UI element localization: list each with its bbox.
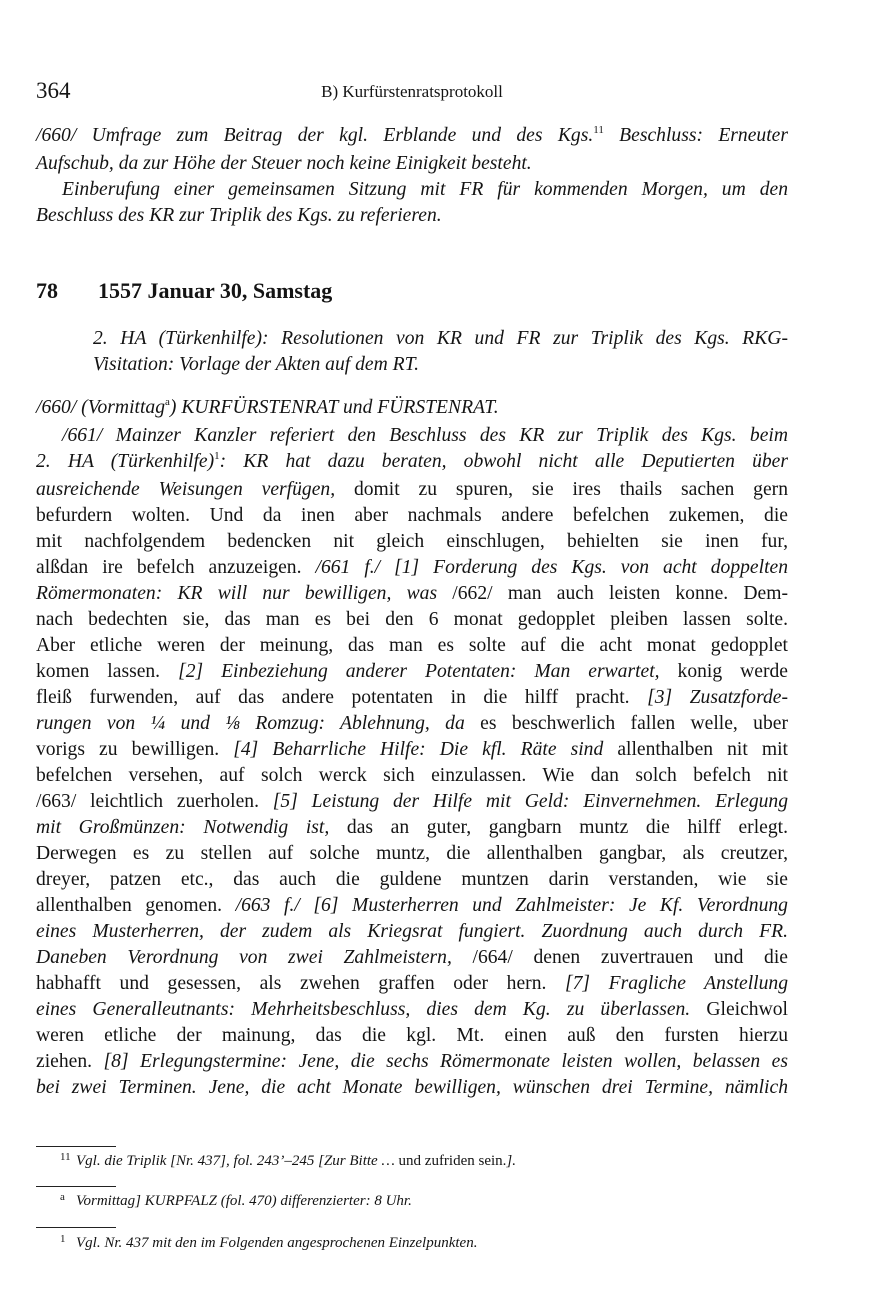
footnote-ref: 11 [593,124,604,136]
text-line: komen lassen. [2] Einbeziehung anderer Potentaten: Man erwartet, konig werde [36,661,788,682]
text-line: befelchen versehen, auf solch werck sich einzulassen. Wie dan solch befelch nit [36,765,788,786]
footnote-marker: a [60,1191,65,1203]
summary-line: Visitation: Vorlage der Akten auf dem RT. [93,354,419,375]
preceding-entry-block [36,123,788,229]
protocol-body [36,395,788,1101]
footnote-rule [36,1227,116,1228]
text-line: befurdern wolten. Und da inen aber nachmals andere befelchen zukemen, die [36,505,788,526]
entry-date: 1557 Januar 30, Samstag [98,278,333,303]
entry-number: 78 [36,278,58,303]
text-line: weren etliche der mainung, das die kgl. Mt. einen auß den fursten hierzu [36,1025,788,1046]
footnote-1: 1 Vgl. Nr. 437 mit den im Folgenden angesprochenen Einzelpunkten. [60,1233,790,1254]
text-line: bei zwei Terminen. Jene, die acht Monate bewilligen, wünschen drei Termine, nämlich [36,1077,788,1098]
text-line: Aber etliche weren der meinung, das man es solte auf die acht monat gedopplet [36,635,788,656]
text-line: alßdan ire befelch anzuzeigen. /661 f./ [1] Forderung des Kgs. von acht doppelten [36,557,789,578]
footnote-marker: 11 [60,1151,71,1163]
text-line: Einberufung einer gemeinsamen Sitzung mit FR für kommenden Morgen, um den [62,179,788,200]
text-line: eines Musterherren, der zudem als Kriegsrat fungiert. Zuordnung auch durch FR. [36,921,788,942]
session-heading: /660/ (Vormittag$^a$) KURFÜRSTENRAT und FÜRSTENRAT. [36,396,499,418]
text-line: /661/ Mainzer Kanzler referiert den Beschluss des KR zur Triplik des Kgs. beim [62,425,788,446]
running-title: B) Kurfürstenratsprotokoll [321,82,503,101]
footnote-marker: 1 [60,1233,66,1245]
text-line: Derwegen es zu stellen auf solche muntz, die allenthalben gangbar, als creutzer, [36,843,788,864]
entry-summary [93,326,788,378]
text-line: mit nachfolgendem bedencken nit gleich einschlugen, behielten sie inen fur, [36,531,788,552]
text-line: allenthalben genomen. /663 f./ [6] Musterherren und Zahlmeister: Je Kf. Verordnung [36,895,788,916]
summary-line: 2. HA (Türkenhilfe): Resolutionen von KR und FR zur Triplik des Kgs. RKG- [93,328,788,349]
footnote-11: 11 Vgl. die Triplik [Nr. 437], fol. 243’–245 [Zur Bitte … und zufriden sein.]. [60,1151,790,1172]
footnote-rule [36,1186,116,1187]
footnote-rule [36,1146,116,1147]
text-line: /660/ Umfrage zum Beitrag der kgl. Erblande und des Kgs.$^{11}$ Beschluss: Erneuter [36,124,788,146]
text-line: ziehen. [8] Erlegungstermine: Jene, die sechs Römermonate leisten wollen, belassen es [36,1051,788,1072]
text-line: eines Generalleutnants: Mehrheitsbeschluss, dies dem Kg. zu überlassen. Gleichwol [36,999,788,1020]
text-line: ausreichende Weisungen verfügen, domit zu spuren, sie ires thails sachen gern [36,479,788,500]
footnote-a: a Vormittag] KURPFALZ (fol. 470) differenzierter: 8 Uhr. [60,1191,790,1212]
text-line: mit Großmünzen: Notwendig ist, das an guter, gangbarn muntz die hilff erlegt. [36,817,788,838]
text-line: 2. HA (Türkenhilfe)$^1$: KR hat dazu beraten, obwohl nicht alle Deputierten über [36,450,788,472]
text-line: Beschluss des KR zur Triplik des Kgs. zu referieren. [36,205,442,226]
page-number: 364 [36,78,71,103]
text-line: Aufschub, da zur Höhe der Steuer noch keine Einigkeit besteht. [36,153,532,174]
text-line: habhafft und gesessen, als zwehen graffen oder hern. [7] Fragliche Anstellung [36,973,788,994]
entry-heading [36,278,788,304]
text-line: rungen von ¼ und ⅛ Romzug: Ablehnung, da es beschwerlich fallen welle, uber [36,713,788,734]
text-line: nach bedechten sie, das man es bei den 6 monat gedopplet pleiben lassen solte. [36,609,788,630]
text-line: /663/ leichtlich zuerholen. [5] Leistung der Hilfe mit Geld: Einvernehmen. Erlegung [36,791,789,812]
text-line: fleiß furwenden, auf das andere potentaten in die hilff pracht. [3] Zusatzforde- [36,687,788,708]
text-line: Römermonaten: KR will nur bewilligen, was /662/ man auch leisten konne. Dem- [36,583,789,604]
running-header [36,78,788,106]
text-line: dreyer, patzen etc., das auch die guldene muntzen darin verstanden, wie sie [36,869,788,890]
text-line: vorigs zu bewilligen. [4] Beharrliche Hilfe: Die kfl. Räte sind allenthalben nit mit [36,739,788,760]
text-line: Daneben Verordnung von zwei Zahlmeistern, /664/ denen zuvertrauen und die [36,947,788,968]
